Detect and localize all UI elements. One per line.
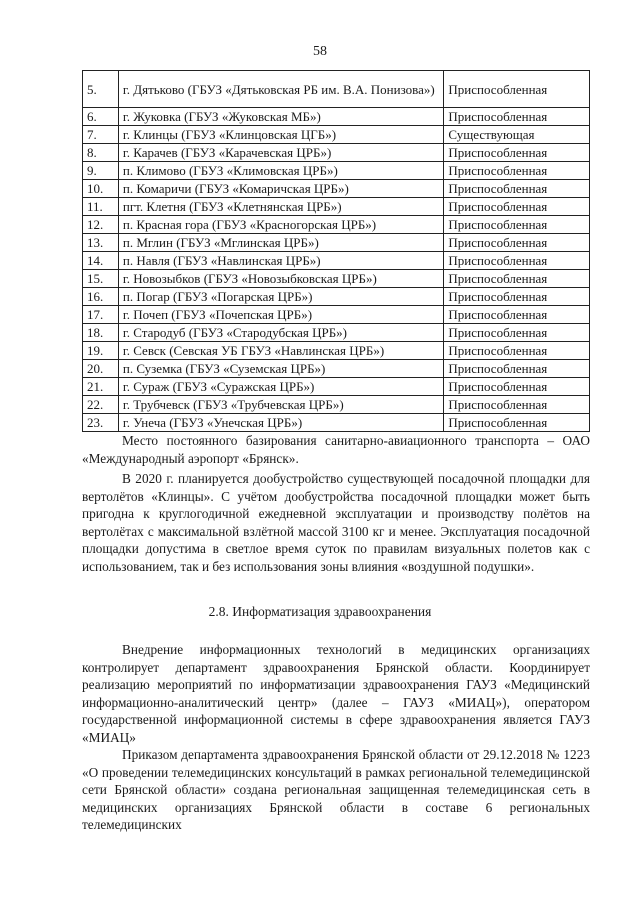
helipad-status-cell: Приспособленная	[444, 306, 590, 324]
table-row	[83, 216, 590, 234]
facility-name-cell: п. Красная гора (ГБУЗ «Красногорская ЦРБ»)	[118, 216, 444, 234]
helipad-status-cell: Приспособленная	[444, 198, 590, 216]
table-row	[83, 126, 590, 144]
row-number-cell: 20.	[83, 360, 119, 378]
row-number-cell: 19.	[83, 342, 119, 360]
table-row	[83, 180, 590, 198]
row-number-cell: 14.	[83, 252, 119, 270]
paragraph-airport-base: Место постоянного базирования санитарно-авиационного транспорта – ОАО «Международный аэропорт «Брянск».	[82, 433, 590, 466]
helipad-status-cell: Приспособленная	[444, 144, 590, 162]
helipad-status-cell: Существующая	[444, 126, 590, 144]
row-number-cell: 10.	[83, 180, 119, 198]
paragraph-klintsy-helipad: В 2020 г. планируется дообустройство существующей посадочной площадки для вертолётов «Клинцы». С учётом дообустройства посадочной площадки может быть пригодна к круглогодичной ежедневной эксплуатации и производству полётов на вертолётах с максимальной взлётной массой 3100 кг и менее. Эксплуатация посадочной площадки допустима в светлое время суток по правилам визуальных полетов как с использованием, так и без использования зоны влияния «воздушной подушки».	[82, 471, 590, 574]
row-number-cell: 22.	[83, 396, 119, 414]
row-number-cell: 16.	[83, 288, 119, 306]
facility-name-cell: г. Клинцы (ГБУЗ «Клинцовская ЦГБ»)	[118, 126, 444, 144]
helipad-status-cell: Приспособленная	[444, 180, 590, 198]
helipad-status-cell: Приспособленная	[444, 288, 590, 306]
helipad-status-cell: Приспособленная	[444, 378, 590, 396]
facility-name-cell: п. Мглин (ГБУЗ «Мглинская ЦРБ»)	[118, 234, 444, 252]
table-row	[83, 288, 590, 306]
table-row	[83, 414, 590, 432]
facility-name-cell: г. Севск (Севская УБ ГБУЗ «Навлинская ЦРБ»)	[118, 342, 444, 360]
page-number: 58	[313, 44, 327, 59]
table-row	[83, 234, 590, 252]
facility-name-cell: г. Почеп (ГБУЗ «Почепская ЦРБ»)	[118, 306, 444, 324]
facility-name-cell: г. Дятьково (ГБУЗ «Дятьковская РБ им. В.А. Понизова»)	[118, 71, 444, 108]
row-number-cell: 15.	[83, 270, 119, 288]
facility-name-cell: г. Сураж (ГБУЗ «Суражская ЦРБ»)	[118, 378, 444, 396]
helipad-status-cell: Приспособленная	[444, 342, 590, 360]
facility-name-cell: п. Суземка (ГБУЗ «Суземская ЦРБ»)	[118, 360, 444, 378]
helipad-status-cell: Приспособленная	[444, 234, 590, 252]
table-row	[83, 342, 590, 360]
facility-name-cell: г. Трубчевск (ГБУЗ «Трубчевская ЦРБ»)	[118, 396, 444, 414]
paragraph-telemedicine-order: Приказом департамента здравоохранения Брянской области от 29.12.2018 № 1223 «О проведении телемедицинских консультаций в рамках региональной телемедицинской сети Брянской области» создана региональная защищенная телемедицинская сеть в медицинских организациях Брянской области в составе 6 региональных телемедицинских	[82, 747, 590, 833]
table-row	[83, 108, 590, 126]
facility-name-cell: г. Жуковка (ГБУЗ «Жуковская МБ»)	[118, 108, 444, 126]
table-row	[83, 306, 590, 324]
table-row	[83, 198, 590, 216]
facility-name-cell: г. Унеча (ГБУЗ «Унечская ЦРБ»)	[118, 414, 444, 432]
row-number-cell: 17.	[83, 306, 119, 324]
helipad-status-cell: Приспособленная	[444, 396, 590, 414]
row-number-cell: 6.	[83, 108, 119, 126]
helipad-status-cell: Приспособленная	[444, 324, 590, 342]
row-number-cell: 5.	[83, 71, 119, 108]
facility-name-cell: г. Новозыбков (ГБУЗ «Новозыбковская ЦРБ»)	[118, 270, 444, 288]
helipad-status-cell: Приспособленная	[444, 216, 590, 234]
table-row	[83, 144, 590, 162]
table-body	[83, 71, 590, 432]
facility-name-cell: г. Карачев (ГБУЗ «Карачевская ЦРБ»)	[118, 144, 444, 162]
facility-name-cell: г. Стародуб (ГБУЗ «Стародубская ЦРБ»)	[118, 324, 444, 342]
table-row	[83, 360, 590, 378]
row-number-cell: 23.	[83, 414, 119, 432]
table-row	[83, 396, 590, 414]
helipad-status-cell: Приспособленная	[444, 252, 590, 270]
facility-name-cell: п. Климово (ГБУЗ «Климовская ЦРБ»)	[118, 162, 444, 180]
helipad-status-cell: Приспособленная	[444, 414, 590, 432]
facility-name-cell: п. Погар (ГБУЗ «Погарская ЦРБ»)	[118, 288, 444, 306]
table-row	[83, 378, 590, 396]
row-number-cell: 7.	[83, 126, 119, 144]
helipad-status-cell: Приспособленная	[444, 71, 590, 108]
helipad-status-cell: Приспособленная	[444, 270, 590, 288]
row-number-cell: 21.	[83, 378, 119, 396]
table-row	[83, 252, 590, 270]
helipad-status-cell: Приспособленная	[444, 360, 590, 378]
table-row	[83, 324, 590, 342]
row-number-cell: 9.	[83, 162, 119, 180]
table-row	[83, 270, 590, 288]
section-heading: 2.8. Информатизация здравоохранения	[208, 604, 432, 619]
helipad-status-cell: Приспособленная	[444, 108, 590, 126]
row-number-cell: 18.	[83, 324, 119, 342]
row-number-cell: 13.	[83, 234, 119, 252]
row-number-cell: 8.	[83, 144, 119, 162]
helipad-table	[82, 70, 590, 432]
paragraph-informatization: Внедрение информационных технологий в медицинских организациях контролирует департамент здравоохранения Брянской области. Координирует реализацию мероприятий по информатизации здравоохранения ГАУЗ «Медицинский информационно-аналитический центр» (далее – ГАУЗ «МИАЦ»), оператором государственной информационной системы в сфере здравоохранения является ГАУЗ «МИАЦ»	[82, 642, 590, 745]
facility-name-cell: п. Комаричи (ГБУЗ «Комаричская ЦРБ»)	[118, 180, 444, 198]
facility-name-cell: пгт. Клетня (ГБУЗ «Клетнянская ЦРБ»)	[118, 198, 444, 216]
helipad-status-cell: Приспособленная	[444, 162, 590, 180]
table-row	[83, 71, 590, 108]
facility-name-cell: п. Навля (ГБУЗ «Навлинская ЦРБ»)	[118, 252, 444, 270]
row-number-cell: 11.	[83, 198, 119, 216]
row-number-cell: 12.	[83, 216, 119, 234]
table-row	[83, 162, 590, 180]
